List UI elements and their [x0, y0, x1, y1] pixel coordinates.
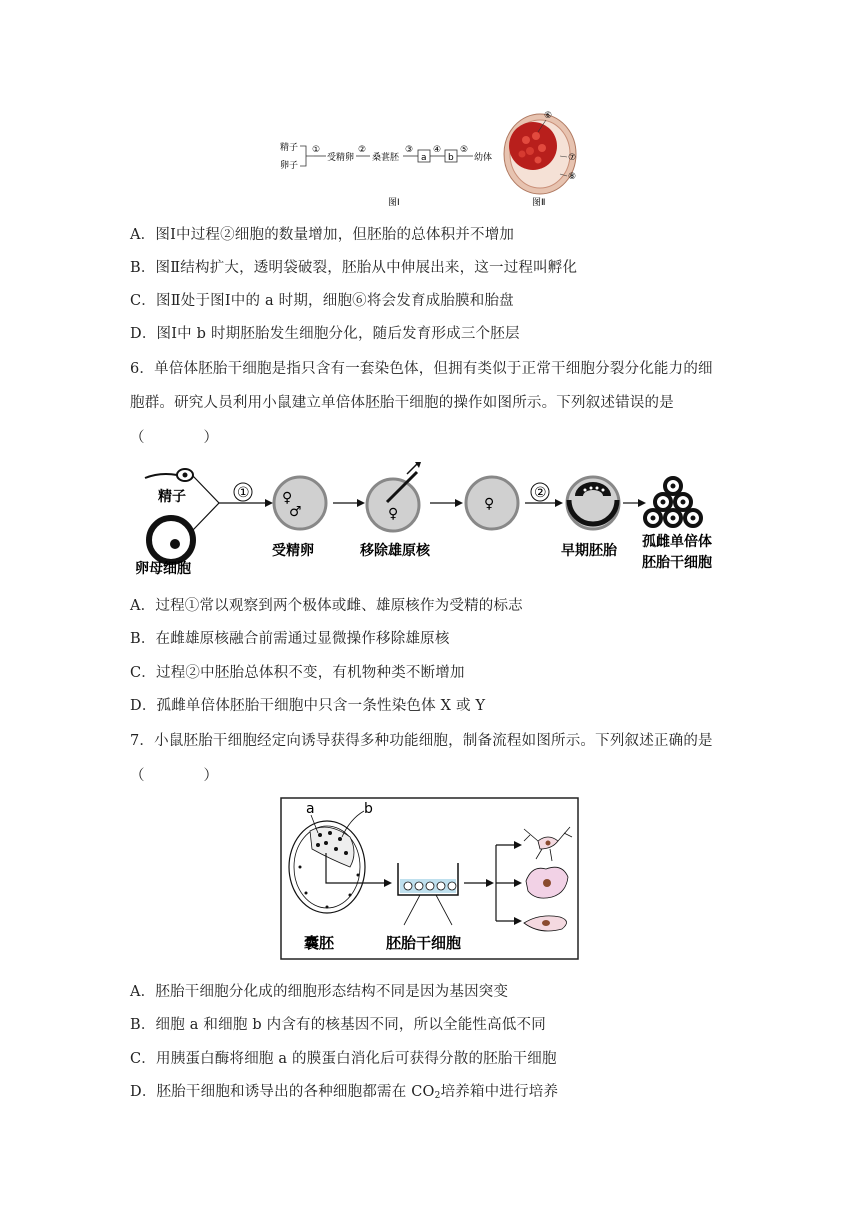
- fig1-egg: 卵子: [280, 161, 299, 171]
- q6-female-symbol: ♀: [282, 490, 293, 506]
- q6-male-symbol: ♂: [289, 504, 302, 520]
- q6-answer-blank: （ ）: [130, 430, 219, 446]
- q5-option-a: A．图Ⅰ中过程②细胞的数量增加，但胚胎的总体积并不增加: [130, 227, 515, 243]
- q6-option-d: D．孤雌单倍体胚胎干细胞中只含一条性染色体 X 或 Y: [130, 698, 486, 714]
- q7-blastocyst: [289, 821, 365, 913]
- q6-option-a: A．过程①常以观察到两个极体或雌、雄原核作为受精的标志: [130, 598, 523, 614]
- q6-female-symbol-3: ♀: [484, 496, 495, 512]
- q5-option-b: B．图Ⅱ结构扩大，透明袋破裂，胚胎从中伸展出来，这一过程叫孵化: [130, 260, 578, 276]
- q7-option-d-sub: 2: [434, 1091, 441, 1101]
- q6-early-label: 早期胚胎: [561, 543, 617, 559]
- q7-es-label: 胚胎干细胞: [386, 934, 462, 952]
- q6-sperm-label: 精子: [158, 489, 186, 505]
- fig2-label-8: ⑧: [568, 172, 577, 182]
- q7-option-d-post: 培养箱中进行培养: [440, 1084, 559, 1100]
- q7-option-c: C．用胰蛋白酶将细胞 a 的膜蛋白消化后可获得分散的胚胎干细胞: [130, 1051, 557, 1067]
- fig1-fertilized: 受精卵: [327, 153, 355, 163]
- q6-fertilized-label: 受精卵: [272, 543, 314, 559]
- q6-step2: ②: [534, 485, 547, 501]
- q6-oocyte-label: 卵母细胞: [135, 561, 191, 575]
- q6-fertilized-egg: [274, 477, 326, 529]
- q6-result-label-1: 孤雌单倍体: [642, 534, 712, 550]
- q6-early-embryo: [567, 477, 619, 529]
- q6-option-c: C．过程②中胚胎总体积不变，有机物种类不断增加: [130, 665, 465, 681]
- q7-figure: [280, 797, 580, 961]
- fig1-step-2: ②: [358, 145, 367, 155]
- q6-sperm: [145, 469, 193, 481]
- fig2-label-7: ⑦: [568, 153, 577, 163]
- fig1-sperm: 精子: [280, 143, 299, 153]
- q5-figure-1: [270, 108, 500, 208]
- fig2-label-6: ⑥: [544, 111, 553, 121]
- q7-option-d-pre: D．胚胎干细胞和诱导出的各种细胞都需在 CO: [130, 1084, 435, 1100]
- q7-blastocyst-label: 囊胚: [304, 934, 335, 952]
- q6-remove-pronucleus: [367, 462, 421, 531]
- q7-option-a: A．胚胎干细胞分化成的细胞形态结构不同是因为基因突变: [130, 984, 509, 1000]
- q6-result-label-2: 胚胎干细胞: [642, 555, 712, 571]
- q7-label-a: a: [306, 801, 315, 817]
- q5-option-c: C．图Ⅱ处于图Ⅰ中的 a 时期，细胞⑥将会发育成胎膜和胎盘: [130, 293, 514, 309]
- q6-female-symbol-2: ♀: [388, 506, 399, 522]
- fig1-box-a-label: a: [421, 153, 427, 163]
- q7-option-b: B．细胞 a 和细胞 b 内含有的核基因不同，所以全能性高低不同: [130, 1017, 546, 1033]
- fig1-step-5: ⑤: [460, 145, 469, 155]
- q6-oocyte: [149, 518, 193, 562]
- fig1-caption: 图Ⅰ: [388, 198, 400, 208]
- fig1-step-1: ①: [312, 145, 321, 155]
- fig1-morula: 桑葚胚: [372, 153, 400, 163]
- q6-step1: ①: [237, 485, 250, 501]
- fig2-caption: 图Ⅱ: [532, 198, 546, 208]
- fig1-young: 幼体: [474, 153, 493, 163]
- fig1-step-4: ④: [433, 145, 442, 155]
- fig1-step-3: ③: [405, 145, 414, 155]
- q6-haploid-egg: [466, 477, 518, 529]
- q5-figure-2-blastocyst: [500, 106, 600, 212]
- q7-stem: 7．小鼠胚胎干细胞经定向诱导获得多种功能细胞，制备流程如图所示。下列叙述正确的是: [130, 733, 713, 749]
- q6-remove-label: 移除雄原核: [360, 543, 430, 559]
- q7-label-b: b: [364, 801, 373, 817]
- q6-stem-line2: 胞群。研究人员利用小鼠建立单倍体胚胎干细胞的操作如图所示。下列叙述错误的是: [130, 395, 674, 411]
- q6-figure: [135, 460, 735, 575]
- q6-option-b: B．在雌雄原核融合前需通过显微操作移除雄原核: [130, 631, 450, 647]
- q7-answer-blank: （ ）: [130, 768, 219, 784]
- q7-option-d: [130, 1082, 558, 1106]
- fig1-box-b-label: b: [448, 153, 454, 163]
- q6-stem-line1: 6．单倍体胚胎干细胞是指只含有一套染色体，但拥有类似于正常干细胞分裂分化能力的细: [130, 361, 713, 377]
- q5-option-d: D．图Ⅰ中 b 时期胚胎发生细胞分化，随后发育形成三个胚层: [130, 326, 520, 342]
